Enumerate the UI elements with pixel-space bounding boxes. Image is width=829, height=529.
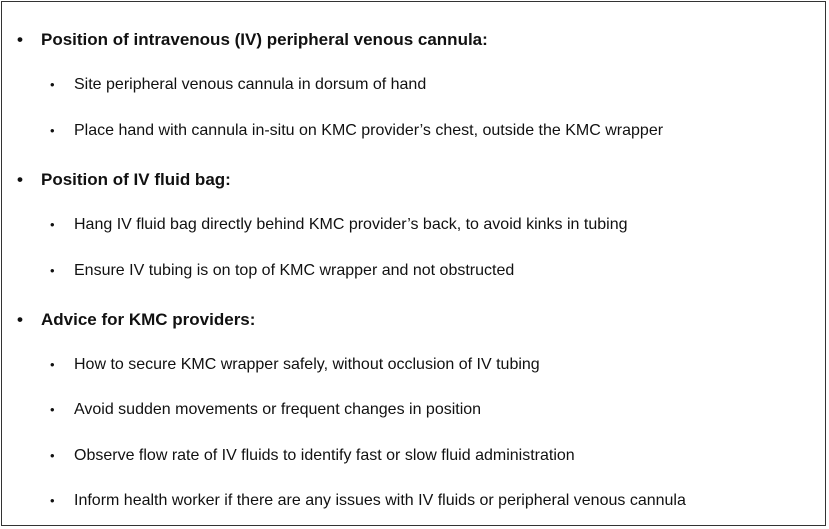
bullet-icon: • bbox=[50, 493, 55, 508]
list-item-text: Ensure IV tubing is on top of KMC wrapper and not obstructed bbox=[74, 262, 515, 279]
bullet-icon: • bbox=[50, 357, 55, 372]
list-item-text: Inform health worker if there are any issues with IV fluids or peripheral venous cannula bbox=[74, 492, 686, 509]
list-item-text: Hang IV fluid bag directly behind KMC provider’s back, to avoid kinks in tubing bbox=[74, 216, 628, 233]
section-heading-text: Position of intravenous (IV) peripheral venous cannula: bbox=[41, 30, 488, 49]
bullet-icon: • bbox=[17, 170, 23, 189]
bullet-icon: • bbox=[50, 217, 55, 232]
list-item-text: Avoid sudden movements or frequent changes in position bbox=[74, 401, 482, 418]
bullet-icon: • bbox=[50, 402, 55, 417]
bullet-icon: • bbox=[50, 448, 55, 463]
document-frame bbox=[1, 1, 826, 526]
bullet-icon: • bbox=[17, 310, 23, 329]
bullet-icon: • bbox=[50, 123, 55, 138]
bullet-icon: • bbox=[50, 77, 55, 92]
list-item-text: How to secure KMC wrapper safely, without occlusion of IV tubing bbox=[74, 356, 540, 373]
list-item-text: Observe flow rate of IV fluids to identify fast or slow fluid administration bbox=[74, 447, 575, 464]
list-item-text: Place hand with cannula in-situ on KMC provider’s chest, outside the KMC wrapper bbox=[74, 122, 664, 139]
bullet-icon: • bbox=[17, 30, 23, 49]
section-heading-text: Advice for KMC providers: bbox=[41, 310, 256, 329]
section-heading-text: Position of IV fluid bag: bbox=[41, 170, 231, 189]
bullet-icon: • bbox=[50, 263, 55, 278]
list-item-text: Site peripheral venous cannula in dorsum of hand bbox=[74, 76, 427, 93]
